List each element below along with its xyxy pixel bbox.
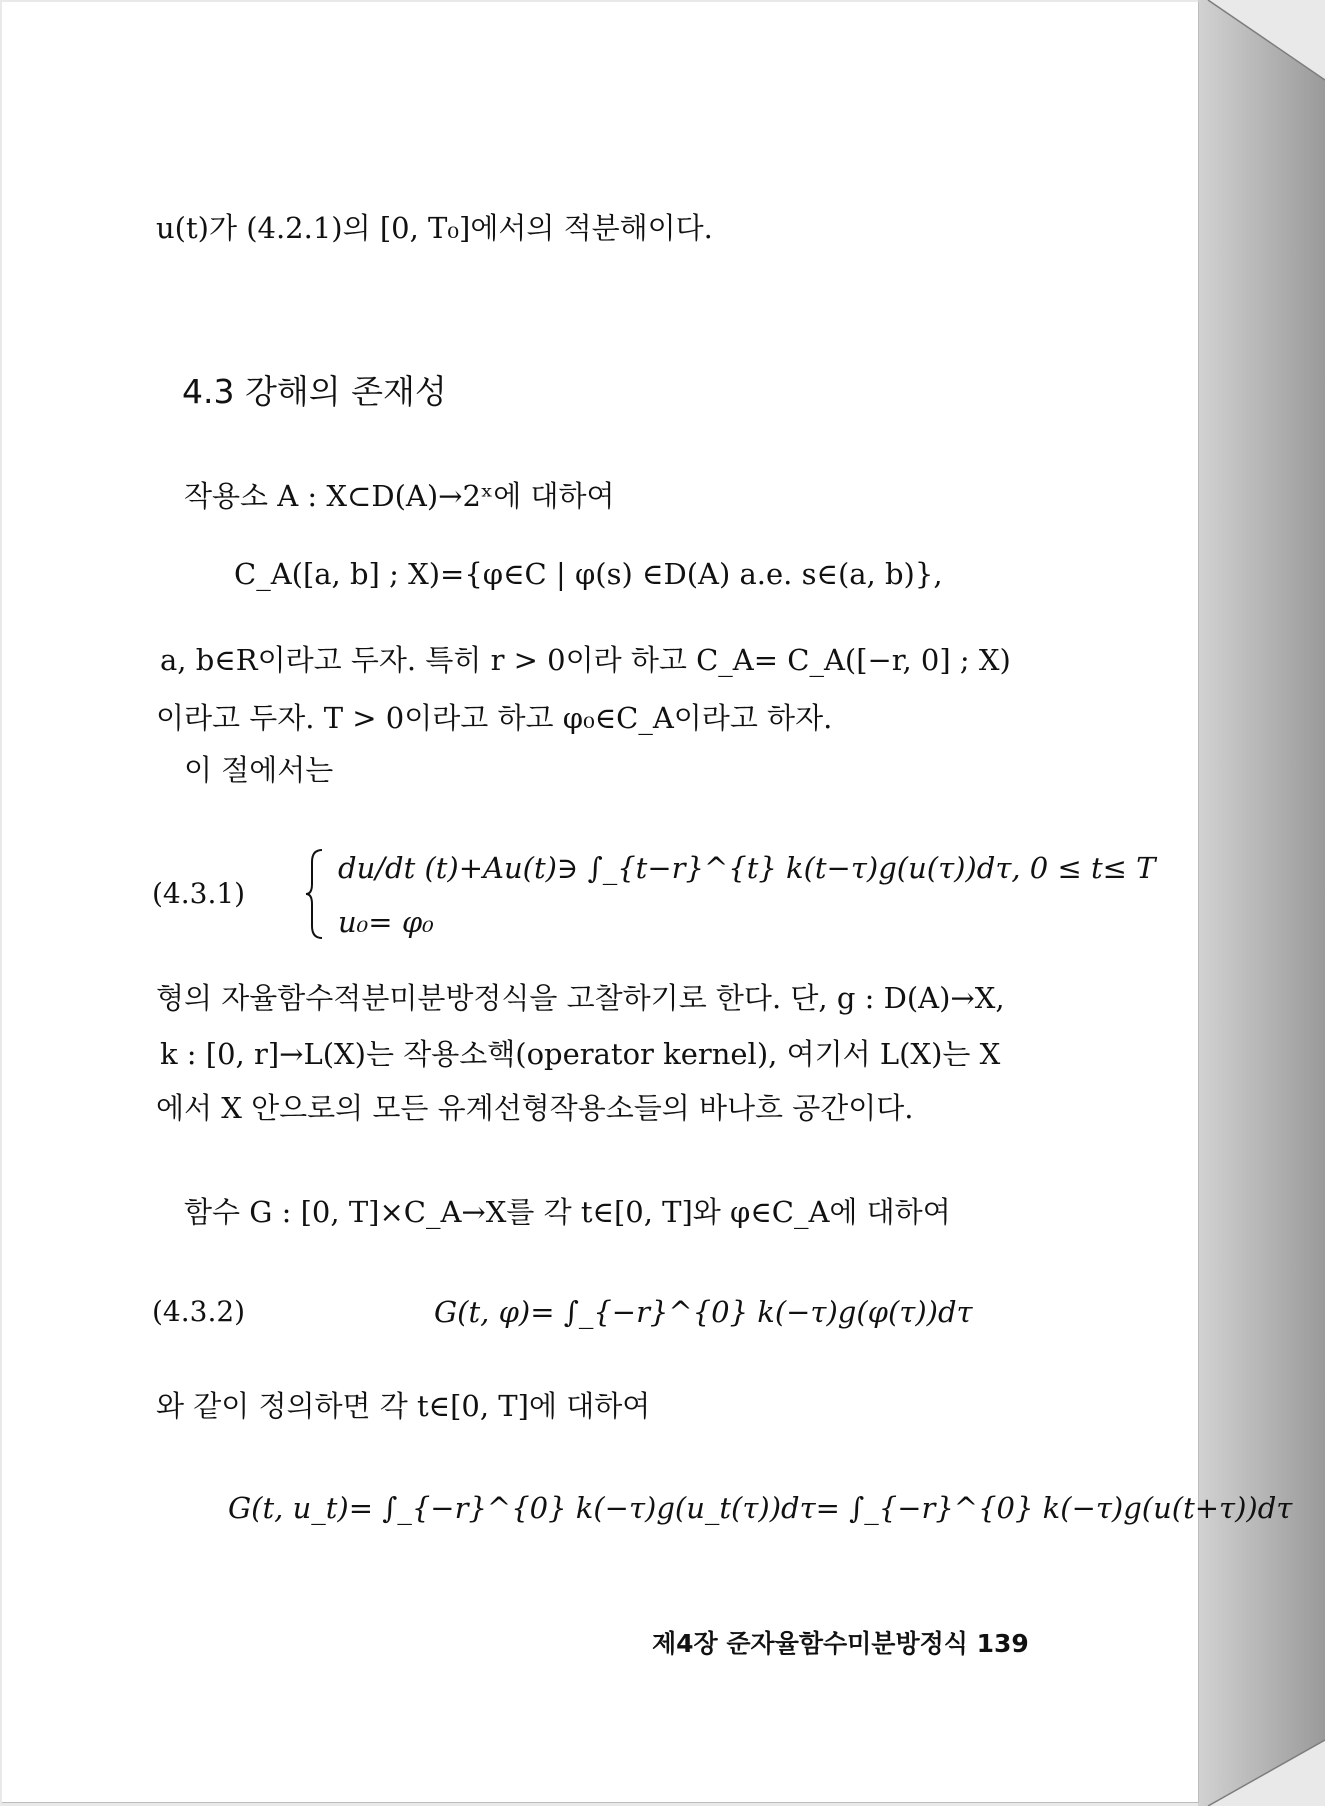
- equation-number-4-3-2: (4.3.2): [152, 1295, 246, 1328]
- paragraph1-line1: a, b∈R이라고 두자. 특히 r > 0이라 하고 C_A= C_A([−r, 0] ; X): [160, 643, 1011, 677]
- ca-definition: C_A([a, b] ; X)={φ∈C | φ(s) ∈D(A) a.e. s∈(a, b)},: [234, 557, 943, 591]
- paragraph3-line1: 함수 G : [0, T]×C_A→X를 각 t∈[0, T]와 φ∈C_A에 대하여: [184, 1195, 951, 1229]
- final-formula: G(t, u_t)= ∫_{−r}^{0} k(−τ)g(u_t(τ))dτ= ∫_{−r}^{0} k(−τ)g(u(t+τ))dτ: [228, 1491, 1293, 1525]
- paragraph2-line1: 형의 자율함수적분미분방정식을 고찰하기로 한다. 단, g : D(A)→X,: [156, 981, 1005, 1015]
- paragraph1-line3: 이 절에서는: [184, 753, 334, 787]
- equation-4-3-1-line2: u₀= φ₀: [338, 905, 434, 939]
- equation-4-3-2: G(t, φ)= ∫_{−r}^{0} k(−τ)g(φ(τ))dτ: [434, 1295, 973, 1329]
- book-edge: [1198, 0, 1325, 1806]
- page-footer: 제4장 준자율함수미분방정식 139: [652, 1629, 1029, 1658]
- paragraph2-line2: k : [0, r]→L(X)는 작용소핵(operator kernel), 여기서 L(X)는 X: [160, 1037, 1001, 1071]
- paragraph4-line1: 와 같이 정의하면 각 t∈[0, T]에 대하여: [156, 1389, 651, 1423]
- intro-line: u(t)가 (4.2.1)의 [0, T₀]에서의 적분해이다.: [156, 211, 713, 245]
- paragraph1-line2: 이라고 두자. T > 0이라고 하고 φ₀∈C_A이라고 하자.: [156, 701, 833, 735]
- page-sheet: [2, 2, 1293, 1803]
- section-heading: 4.3 강해의 존재성: [182, 372, 447, 411]
- left-brace: [304, 848, 326, 940]
- equation-number-4-3-1: (4.3.1): [152, 877, 246, 910]
- paragraph2-line3: 에서 X 안으로의 모든 유계선형작용소들의 바나흐 공간이다.: [156, 1091, 914, 1125]
- operator-line: 작용소 A : X⊂D(A)→2ˣ에 대하여: [184, 479, 615, 513]
- equation-4-3-1-line1: du/dt (t)+Au(t)∋ ∫_{t−r}^{t} k(t−τ)g(u(τ))dτ, 0 ≤ t≤ T: [338, 851, 1156, 885]
